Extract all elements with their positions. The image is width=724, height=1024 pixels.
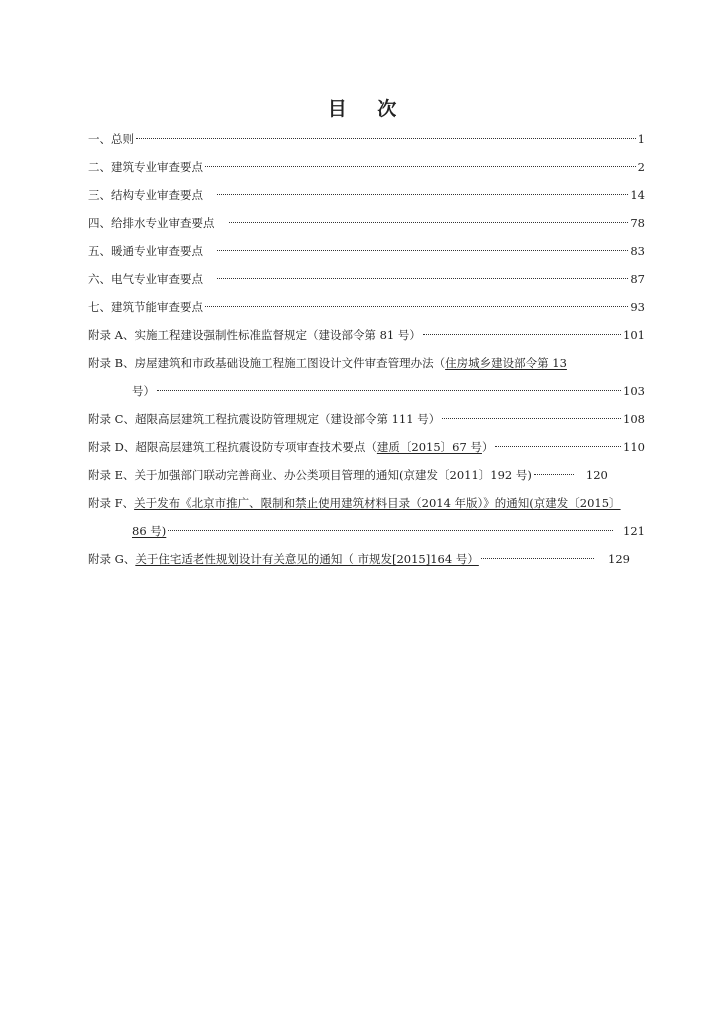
toc-entry[interactable]: [88, 157, 645, 185]
leader-dots: [229, 222, 629, 223]
toc-entry[interactable]: [88, 493, 645, 521]
toc-entry[interactable]: [88, 185, 645, 213]
toc-entry-label: [88, 353, 567, 373]
toc-page-number: 103: [623, 384, 645, 398]
toc-page-number: 129: [608, 552, 630, 566]
leader-dots: [205, 306, 628, 307]
leader-dots: [136, 138, 636, 139]
toc-entry-label: 附录 A、实施工程建设强制性标准监督规定（建设部令第 81 号）: [88, 328, 421, 342]
leader-dots: [495, 446, 621, 447]
toc-entry-label-prefix: 附录 G、: [88, 552, 136, 566]
toc-entry[interactable]: [88, 409, 645, 437]
toc-entry-link-text: 住房城乡建设部令第 13: [445, 356, 567, 370]
leader-dots: [217, 278, 628, 279]
toc-entry-link-text: 关于发布《北京市推广、限制和禁止使用建筑材料目录（2014 年版）》的通知(京建发〔2015〕: [134, 496, 621, 510]
toc-entry-label: 三、结构专业审查要点: [88, 188, 203, 202]
leader-dots: [534, 474, 574, 475]
toc-page-number: 14: [630, 188, 645, 202]
leader-dots: [217, 250, 628, 251]
toc-page-number: 120: [585, 468, 608, 482]
table-of-contents: [88, 129, 645, 577]
toc-page-number: 101: [623, 328, 645, 342]
toc-page-number: 83: [630, 244, 645, 258]
toc-entry-label: 附录 E、关于加强部门联动完善商业、办公类项目管理的通知(京建发〔2011〕192 号): [88, 468, 532, 482]
toc-entry-label-prefix: 附录 D、超限高层建筑工程抗震设防专项审查技术要点（: [88, 440, 377, 454]
toc-entry[interactable]: [88, 241, 645, 269]
toc-entry[interactable]: [88, 213, 645, 241]
toc-entry-label: [88, 493, 621, 513]
toc-entry[interactable]: [88, 325, 645, 353]
leader-dots: [442, 418, 621, 419]
leader-dots: [481, 558, 594, 559]
toc-page-number: 110: [623, 440, 645, 454]
toc-entry-label-suffix: ）: [481, 440, 494, 454]
toc-entry[interactable]: [88, 465, 645, 493]
toc-entry[interactable]: [88, 297, 645, 325]
toc-entry-link-text: 关于住宅适老性规划设计有关意见的通知（ 市规发[2015]164 号）: [135, 552, 479, 566]
toc-entry-label: 七、建筑节能审查要点: [88, 300, 203, 314]
leader-dots: [168, 530, 613, 531]
toc-entry-link-text: 建质〔2015〕67 号: [376, 440, 482, 454]
toc-entry-label: 号）: [132, 384, 155, 398]
toc-entry-label-prefix: 附录 F、: [88, 496, 135, 510]
toc-entry[interactable]: [88, 269, 645, 297]
leader-dots: [217, 194, 628, 195]
toc-page-number: 78: [630, 216, 645, 230]
toc-entry-label: 四、给排水专业审查要点: [88, 216, 215, 230]
toc-entry[interactable]: [88, 353, 645, 381]
toc-page-number: 2: [637, 160, 645, 174]
leader-dots: [205, 166, 636, 167]
toc-page-number: 121: [623, 524, 645, 538]
toc-entry-label: [88, 437, 493, 457]
toc-entry-label: 一、总则: [88, 132, 134, 146]
toc-page-number: 108: [623, 412, 645, 426]
toc-page-number: 1: [637, 132, 645, 146]
toc-entry[interactable]: [88, 129, 645, 157]
toc-entry[interactable]: [88, 437, 645, 465]
toc-entry-label: [88, 549, 479, 569]
toc-entry-label: 五、暖通专业审查要点: [88, 244, 203, 258]
toc-entry-continuation[interactable]: [88, 381, 645, 409]
toc-entry-label: 附录 C、超限高层建筑工程抗震设防管理规定（建设部令第 111 号）: [88, 412, 441, 426]
toc-entry-label: 六、电气专业审查要点: [88, 272, 203, 286]
toc-entry-continuation[interactable]: [88, 521, 645, 549]
toc-entry[interactable]: [88, 549, 630, 577]
toc-title: 目 次: [327, 98, 409, 120]
toc-entry-label-prefix: 附录 B、房屋建筑和市政基础设施工程施工图设计文件审查管理办法（: [88, 356, 446, 370]
leader-dots: [157, 390, 621, 391]
toc-entry-link-text: 86 号): [132, 524, 167, 538]
toc-page-number: 87: [630, 272, 645, 286]
leader-dots: [423, 334, 621, 335]
toc-page-number: 93: [630, 300, 645, 314]
toc-entry-label: 二、建筑专业审查要点: [88, 160, 203, 174]
